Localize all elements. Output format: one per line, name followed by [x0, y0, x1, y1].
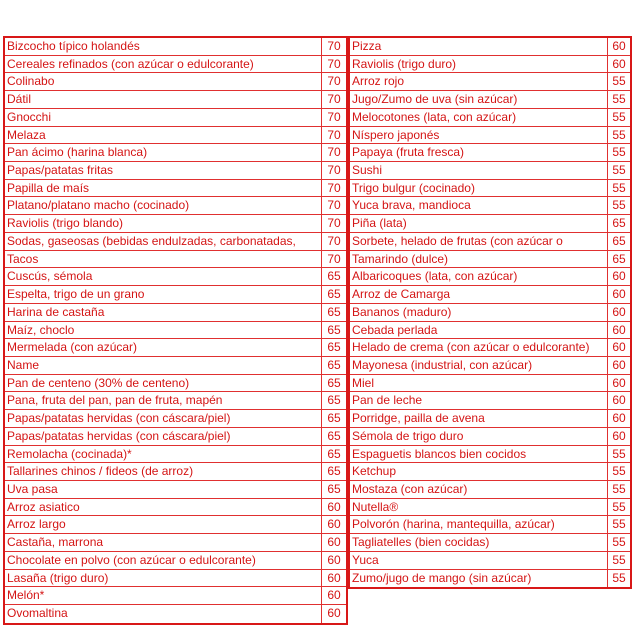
glycemic-index-cell: 70: [327, 163, 341, 178]
food-name-cell: Ovomaltina: [5, 605, 322, 623]
table-row: [5, 446, 346, 464]
table-row: [5, 233, 346, 251]
food-name-cell: Nutella®: [350, 499, 608, 516]
glycemic-index-cell: 55: [612, 464, 626, 479]
food-name-cell: Harina de castaña: [5, 304, 322, 321]
table-row: [350, 180, 630, 198]
glycemic-index-cell: 65: [327, 481, 341, 496]
glycemic-index-cell: 55: [612, 145, 626, 160]
food-name-cell: Gnocchi: [5, 109, 322, 126]
food-name-cell: Arroz asiatico: [5, 499, 322, 516]
glycemic-index-cell: 60: [612, 411, 626, 426]
food-name-cell: Pan ácimo (harina blanca): [5, 144, 322, 161]
table-row: [5, 570, 346, 588]
food-name-cell: Colinabo: [5, 73, 322, 90]
food-name-cell: Bananos (maduro): [350, 304, 608, 321]
food-name-cell: Platano/platano macho (cocinado): [5, 197, 322, 214]
table-row: [350, 91, 630, 109]
food-name-cell: Jugo/Zumo de uva (sin azúcar): [350, 91, 608, 108]
food-name-cell: Melón*: [5, 587, 322, 604]
glycemic-index-cell: 60: [327, 606, 341, 620]
glycemic-index-cell: 70: [327, 251, 341, 266]
glycemic-index-cell: 60: [327, 588, 341, 603]
table-row: [350, 162, 630, 180]
table-row: [5, 481, 346, 499]
table-row: [5, 463, 346, 481]
table-row: [5, 516, 346, 534]
table-row: [350, 446, 630, 464]
glycemic-index-cell: 70: [327, 145, 341, 160]
food-name-cell: Raviolis (trigo duro): [350, 56, 608, 73]
table-row: [350, 570, 630, 588]
food-name-cell: Yuca brava, mandioca: [350, 197, 608, 214]
food-name-cell: Mermelada (con azúcar): [5, 339, 322, 356]
table-row: [5, 410, 346, 428]
food-name-cell: Sémola de trigo duro: [350, 428, 608, 445]
glycemic-index-cell: 65: [327, 411, 341, 426]
glycemic-index-cell: 65: [327, 269, 341, 284]
food-name-cell: Papas/patatas fritas: [5, 162, 322, 179]
glycemic-index-cell: 60: [612, 304, 626, 319]
glycemic-index-cell: 55: [612, 198, 626, 213]
table-row: [350, 56, 630, 74]
table-row: [5, 392, 346, 410]
glycemic-index-cell: 65: [327, 393, 341, 408]
glycemic-index-cell: 60: [612, 56, 626, 71]
food-name-cell: Chocolate en polvo (con azúcar o edulcorante): [5, 552, 322, 569]
glycemic-index-cell: 55: [612, 481, 626, 496]
glycemic-index-cell: 55: [612, 446, 626, 461]
food-name-cell: Bizcocho típico holandés: [5, 38, 322, 55]
glycemic-index-cell: 65: [327, 287, 341, 302]
glycemic-index-cell: 70: [327, 216, 341, 231]
glycemic-index-cell: 55: [612, 127, 626, 142]
table-row: [350, 109, 630, 127]
food-name-cell: Albaricoques (lata, con azúcar): [350, 268, 608, 285]
glycemic-index-cell: 60: [612, 287, 626, 302]
table-row: [350, 339, 630, 357]
table-row: [5, 215, 346, 233]
table-row: [350, 144, 630, 162]
food-name-cell: Uva pasa: [5, 481, 322, 498]
glycemic-index-cell: 65: [612, 216, 626, 231]
glycemic-index-cell: 65: [327, 464, 341, 479]
glycemic-index-cell: 60: [612, 39, 626, 53]
glycemic-index-cell: 65: [327, 428, 341, 443]
table-row: [5, 322, 346, 340]
food-name-cell: Polvorón (harina, mantequilla, azúcar): [350, 516, 608, 533]
food-name-cell: Zumo/jugo de mango (sin azúcar): [350, 570, 608, 588]
table-row: [350, 38, 630, 56]
glycemic-index-cell: 55: [612, 109, 626, 124]
table-row: [5, 605, 346, 623]
table-row: [350, 233, 630, 251]
glycemic-index-cell: 55: [612, 74, 626, 89]
table-row: [5, 339, 346, 357]
table-row: [350, 197, 630, 215]
food-name-cell: Castaña, marrona: [5, 534, 322, 551]
table-row: [5, 127, 346, 145]
food-name-cell: Lasaña (trigo duro): [5, 570, 322, 587]
table-row: [5, 428, 346, 446]
glycemic-index-cell: 60: [612, 269, 626, 284]
glycemic-index-cell: 60: [612, 322, 626, 337]
table-row: [5, 180, 346, 198]
food-name-cell: Arroz rojo: [350, 73, 608, 90]
table-row: [5, 268, 346, 286]
table-row: [350, 304, 630, 322]
food-name-cell: Papaya (fruta fresca): [350, 144, 608, 161]
food-name-cell: Dátil: [5, 91, 322, 108]
glycemic-index-cell: 55: [612, 163, 626, 178]
table-row: [5, 304, 346, 322]
table-row: [5, 251, 346, 269]
glycemic-index-cell: 65: [327, 322, 341, 337]
table-row: [350, 552, 630, 570]
table-row: [5, 91, 346, 109]
glycemic-index-cell: 55: [612, 180, 626, 195]
table-row: [350, 286, 630, 304]
food-name-cell: Arroz largo: [5, 516, 322, 533]
table-row: [5, 587, 346, 605]
glycemic-index-cell: 70: [327, 198, 341, 213]
glycemic-index-cell: 65: [612, 233, 626, 248]
glycemic-index-cell: 65: [327, 304, 341, 319]
table-row: [5, 534, 346, 552]
table-row: [350, 73, 630, 91]
table-row: [5, 73, 346, 91]
glycemic-index-cell: 65: [327, 375, 341, 390]
food-name-cell: Yuca: [350, 552, 608, 569]
glycemic-index-cell: 55: [612, 499, 626, 514]
glycemic-index-cell: 65: [327, 446, 341, 461]
table-row: [350, 534, 630, 552]
glycemic-index-cell: 60: [327, 535, 341, 550]
food-name-cell: Pan de leche: [350, 392, 608, 409]
glycemic-index-cell: 60: [612, 357, 626, 372]
food-name-cell: Sodas, gaseosas (bebidas endulzadas, carbonatadas,: [5, 233, 322, 250]
food-name-cell: Cuscús, sémola: [5, 268, 322, 285]
table-row: [5, 109, 346, 127]
glycemic-index-cell: 55: [612, 517, 626, 532]
food-name-cell: Papilla de maís: [5, 180, 322, 197]
food-name-cell: Trigo bulgur (cocinado): [350, 180, 608, 197]
food-name-cell: Arroz de Camarga: [350, 286, 608, 303]
glycemic-index-cell: 70: [327, 39, 341, 53]
food-name-cell: Remolacha (cocinada)*: [5, 446, 322, 463]
left-food-table: [3, 36, 348, 625]
food-name-cell: Pana, fruta del pan, pan de fruta, mapén: [5, 392, 322, 409]
table-row: [5, 56, 346, 74]
table-row: [350, 268, 630, 286]
food-name-cell: Tallarines chinos / fideos (de arroz): [5, 463, 322, 480]
glycemic-index-cell: 60: [612, 340, 626, 355]
glycemic-index-cell: 70: [327, 109, 341, 124]
food-name-cell: Name: [5, 357, 322, 374]
food-name-cell: Pizza: [350, 38, 608, 55]
table-row: [350, 127, 630, 145]
glycemic-index-cell: 60: [612, 393, 626, 408]
food-name-cell: Tamarindo (dulce): [350, 251, 608, 268]
glycemic-index-cell: 70: [327, 74, 341, 89]
table-row: [350, 215, 630, 233]
table-row: [5, 38, 346, 56]
table-row: [5, 552, 346, 570]
food-name-cell: Papas/patatas hervidas (con cáscara/piel): [5, 410, 322, 427]
food-name-cell: Mayonesa (industrial, con azúcar): [350, 357, 608, 374]
food-name-cell: Maíz, choclo: [5, 322, 322, 339]
food-name-cell: Sorbete, helado de frutas (con azúcar o: [350, 233, 608, 250]
glycemic-index-cell: 60: [612, 375, 626, 390]
table-row: [350, 251, 630, 269]
food-name-cell: Sushi: [350, 162, 608, 179]
food-name-cell: Mostaza (con azúcar): [350, 481, 608, 498]
glycemic-index-cell: 55: [612, 92, 626, 107]
table-row: [5, 286, 346, 304]
table-row: [350, 516, 630, 534]
table-row: [350, 428, 630, 446]
food-name-cell: Tacos: [5, 251, 322, 268]
food-name-cell: Espelta, trigo de un grano: [5, 286, 322, 303]
table-row: [5, 357, 346, 375]
food-name-cell: Miel: [350, 375, 608, 392]
glycemic-index-cell: 70: [327, 180, 341, 195]
table-row: [350, 463, 630, 481]
glycemic-index-cell: 60: [327, 570, 341, 585]
food-name-cell: Raviolis (trigo blando): [5, 215, 322, 232]
food-name-cell: Melaza: [5, 127, 322, 144]
glycemic-index-cell: 60: [327, 499, 341, 514]
glycemic-index-cell: 70: [327, 92, 341, 107]
food-name-cell: Ketchup: [350, 463, 608, 480]
glycemic-index-cell: 55: [612, 570, 626, 585]
food-name-cell: Cebada perlada: [350, 322, 608, 339]
glycemic-index-cell: 70: [327, 233, 341, 248]
glycemic-index-cell: 60: [327, 517, 341, 532]
glycemic-index-cell: 65: [327, 357, 341, 372]
glycemic-index-cell: 65: [327, 340, 341, 355]
table-row: [350, 357, 630, 375]
food-name-cell: Piña (lata): [350, 215, 608, 232]
food-name-cell: Pan de centeno (30% de centeno): [5, 375, 322, 392]
table-row: [350, 499, 630, 517]
table-row: [5, 197, 346, 215]
table-row: [5, 499, 346, 517]
food-name-cell: Níspero japonés: [350, 127, 608, 144]
glycemic-index-cell: 70: [327, 127, 341, 142]
table-row: [5, 144, 346, 162]
food-name-cell: Porridge, pailla de avena: [350, 410, 608, 427]
table-row: [350, 410, 630, 428]
table-row: [350, 392, 630, 410]
food-name-cell: Cereales refinados (con azúcar o edulcorante): [5, 56, 322, 73]
food-name-cell: Helado de crema (con azúcar o edulcorante): [350, 339, 608, 356]
food-name-cell: Melocotones (lata, con azúcar): [350, 109, 608, 126]
glycemic-index-cell: 55: [612, 535, 626, 550]
glycemic-index-cell: 70: [327, 56, 341, 71]
food-name-cell: Tagliatelles (bien cocidas): [350, 534, 608, 551]
food-name-cell: Espaguetis blancos bien cocidos: [350, 446, 608, 463]
right-food-table: [348, 36, 632, 589]
glycemic-index-cell: 60: [612, 428, 626, 443]
glycemic-index-cell: 55: [612, 552, 626, 567]
glycemic-index-cell: 65: [612, 251, 626, 266]
table-row: [5, 375, 346, 393]
food-name-cell: Papas/patatas hervidas (con cáscara/piel): [5, 428, 322, 445]
table-row: [350, 481, 630, 499]
table-row: [350, 375, 630, 393]
table-row: [5, 162, 346, 180]
glycemic-index-cell: 60: [327, 552, 341, 567]
table-row: [350, 322, 630, 340]
